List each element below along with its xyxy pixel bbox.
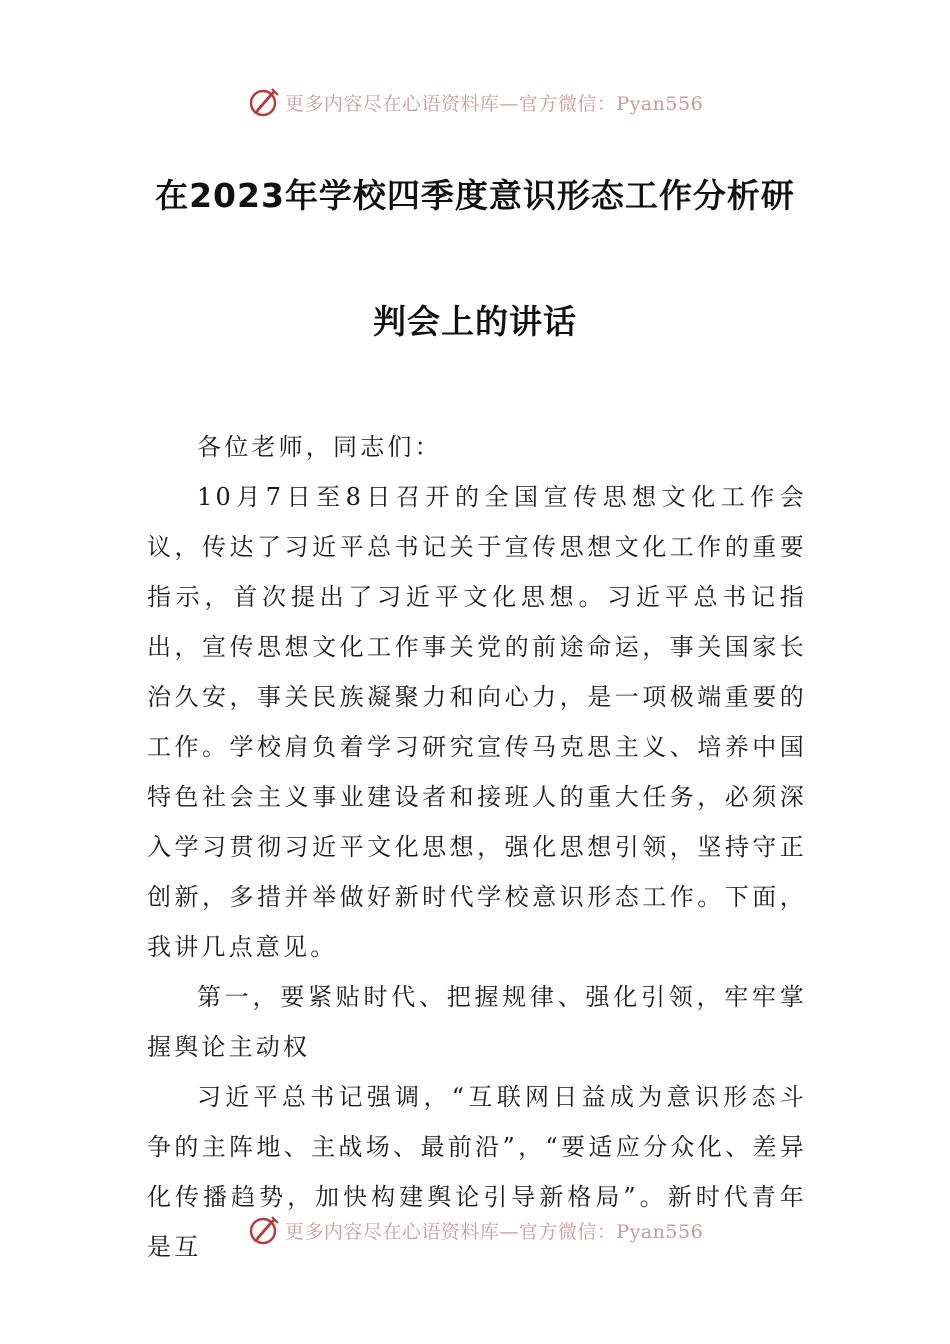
watermark-text: 更多内容尽在心语资料库—官方微信：Pyan556 xyxy=(284,92,704,115)
paragraph-section-body: 习近平总书记强调，“互联网日益成为意识形态斗争的主阵地、主战场、最前沿”，“要适应分众化、差异化传播趋势，加快构建舆论引导新格局”。新时代青年是互 xyxy=(147,1083,807,1261)
watermark-text: 更多内容尽在心语资料库—官方微信：Pyan556 xyxy=(284,1220,704,1243)
watermark-banner-top xyxy=(0,80,950,124)
document-title-line-1: 在2023年学校四季度意识形态工作分析研 xyxy=(155,176,795,215)
watermark-banner-bottom xyxy=(0,1208,950,1252)
document-title-line-2: 判会上的讲话 xyxy=(373,302,577,341)
pen-nib-circle-icon xyxy=(247,1213,281,1247)
document-body xyxy=(147,422,807,1272)
paragraph-salutation: 各位老师，同志们： xyxy=(197,433,442,461)
paragraph-intro: 10月7日至8日召开的全国宣传思想文化工作会议，传达了习近平总书记关于宣传思想文化工作的重要指示，首次提出了习近平文化思想。习近平总书记指出，宣传思想文化工作事关党的前途命运，事关国家长治久安，事关民族凝聚力和向心力，是一项极端重要的工作。学校肩负着学习研究宣传马克思主义、培养中国特色社会主义事业建设者和接班人的重大任务，必须深入学习贯彻习近平文化思想，强化思想引领，坚持守正创新，多措并举做好新时代学校意识形态工作。下面，我讲几点意见。 xyxy=(147,483,807,961)
paragraph-section-heading: 第一，要紧贴时代、把握规律、强化引领，牢牢掌握舆论主动权 xyxy=(147,983,807,1061)
pen-nib-circle-icon xyxy=(247,85,281,119)
